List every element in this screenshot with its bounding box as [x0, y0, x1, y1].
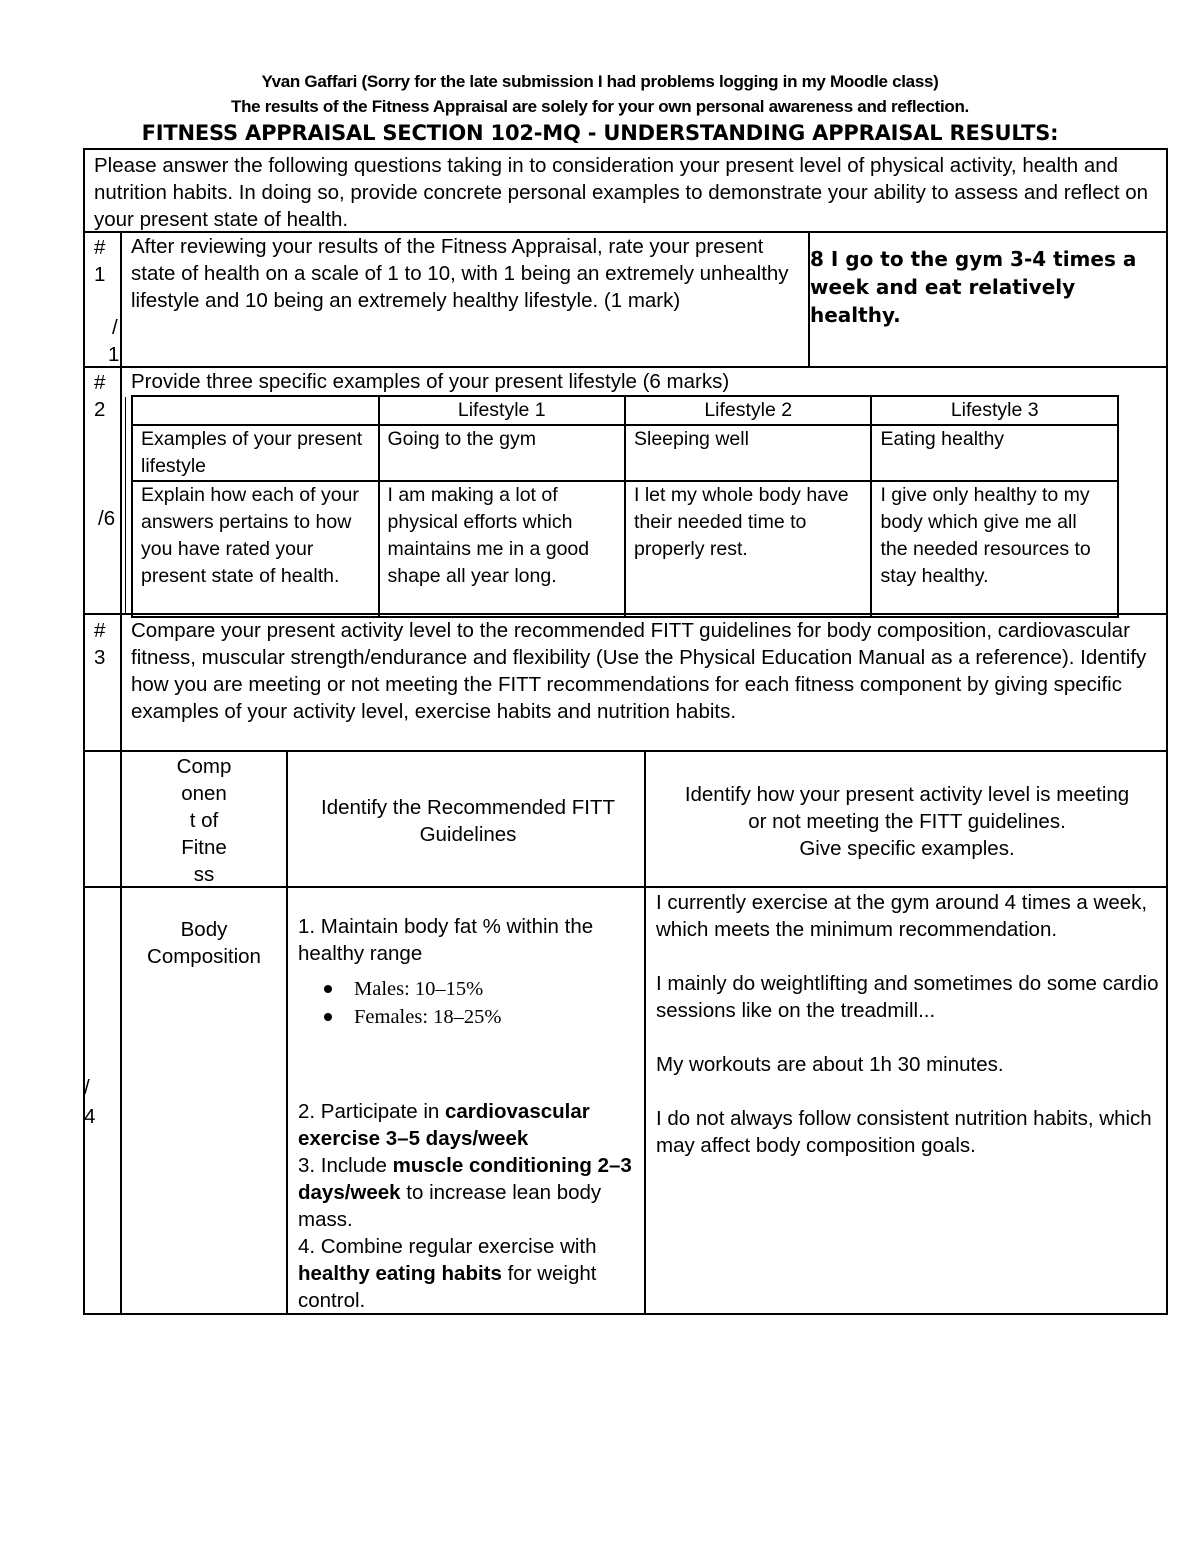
explain-cell[interactable]: I give only healthy to my body which give me all the needed resources to stay healthy.	[871, 481, 1118, 617]
lifestyle-header-row	[132, 396, 1118, 425]
instructions: Please answer the following questions taking in to consideration your present level of physical activity, health and nutrition habits. In doing so, provide concrete personal examples to demonstrate your ability to assess and reflect on your present state of health.	[94, 154, 1149, 231]
explain-label: Explain how each of your answers pertains to how you have rated your present state of health.	[132, 481, 379, 617]
q2-question: Provide three specific examples of your present lifestyle (6 marks)	[131, 370, 730, 393]
answer-paragraph: My workouts are about 1h 30 minutes.	[656, 1053, 1004, 1076]
meeting-answer[interactable]	[656, 889, 1166, 1159]
disclaimer: The results of the Fitness Appraisal are solely for your own personal awareness and reflection.	[231, 97, 969, 116]
explain-cell[interactable]: I let my whole body have their needed time to properly rest.	[625, 481, 871, 617]
guideline-4: 4. Combine regular exercise with healthy eating habits for weight control.	[298, 1235, 597, 1312]
q1-hash: #	[94, 236, 106, 259]
explain-cell[interactable]: I am making a lot of physical efforts which maintains me in a good shape all year long.	[379, 481, 626, 617]
q1-mark-slash: /	[112, 316, 118, 339]
example-cell[interactable]: Sleeping well	[625, 425, 871, 481]
lifestyle-header-3: Lifestyle 3	[871, 396, 1118, 425]
page-title: FITNESS APPRAISAL SECTION 102-MQ - UNDERSTANDING APPRAISAL RESULTS:	[141, 121, 1059, 145]
lifestyle-table	[131, 395, 1119, 618]
lifestyle-header-2: Lifestyle 2	[625, 396, 871, 425]
q3-hash: #	[94, 619, 106, 642]
q1-mark-total: 1	[108, 343, 120, 366]
bodyfat-ranges	[298, 975, 644, 1031]
q2-mark: /6	[98, 507, 116, 530]
answer-paragraph: I do not always follow consistent nutrition habits, which may affect body composition goals.	[656, 1107, 1152, 1157]
q4-mark-total: 4	[84, 1105, 96, 1128]
q3-number: 3	[94, 646, 106, 669]
answer-paragraph: I mainly do weightlifting and sometimes do some cardio sessions like on the treadmill...	[656, 972, 1159, 1022]
q2-number: 2	[94, 398, 106, 421]
examples-label: Examples of your present lifestyle	[132, 425, 379, 481]
lifestyle-examples-row	[132, 425, 1118, 481]
lifestyle-explain-row	[132, 481, 1118, 617]
q1-answer[interactable]: 8 I go to the gym 3-4 times a week and eat relatively healthy.	[810, 247, 1137, 327]
q1-number: 1	[94, 263, 106, 286]
component-name: Body Composition	[147, 918, 261, 968]
q1-question: After reviewing your results of the Fitness Appraisal, rate your present state of health on a scale of 1 to 10, with 1 being an extremely unhealthy lifestyle and 10 being an extremely healthy lifestyle. (1 mark)	[131, 235, 789, 312]
author-note: Yvan Gaffari (Sorry for the late submission I had problems logging in my Moodle class)	[261, 72, 939, 91]
lifestyle-header-blank	[132, 396, 379, 425]
example-cell[interactable]: Eating healthy	[871, 425, 1118, 481]
example-cell[interactable]: Going to the gym	[379, 425, 626, 481]
guideline-2: 2. Participate in cardiovascular exercise 3–5 days/week	[298, 1100, 590, 1150]
guideline-1: 1. Maintain body fat % within the healthy range	[298, 915, 594, 965]
range-female: Females: 18–25%	[354, 1003, 644, 1031]
meeting-header: Identify how your present activity level is meeting or not meeting the FITT guidelines. Give specific examples.	[684, 783, 1130, 860]
guideline-3: 3. Include muscle conditioning 2–3 days/week to increase lean body mass.	[298, 1154, 632, 1231]
component-header: Comp onen t of Fitne ss	[176, 755, 232, 886]
guidelines-header: Identify the Recommended FITT Guidelines	[321, 796, 615, 846]
q3-question: Compare your present activity level to the recommended FITT guidelines for body composition, cardiovascular fitness, muscular strength/endurance and flexibility (Use the Physical Education Manual as a reference). Identify how you are meeting or not meeting the FITT recommendations for each fitness component by giving specific examples of your activity level, exercise habits and nutrition habits.	[131, 619, 1147, 723]
guidelines-cell-2	[298, 1098, 644, 1314]
lifestyle-header-1: Lifestyle 1	[379, 396, 626, 425]
guidelines-cell	[298, 913, 644, 1031]
range-male: Males: 10–15%	[354, 975, 644, 1003]
q2-hash: #	[94, 371, 106, 394]
answer-paragraph: I currently exercise at the gym around 4 times a week, which meets the minimum recommendation.	[656, 891, 1148, 941]
q4-mark-slash: /	[84, 1076, 90, 1099]
